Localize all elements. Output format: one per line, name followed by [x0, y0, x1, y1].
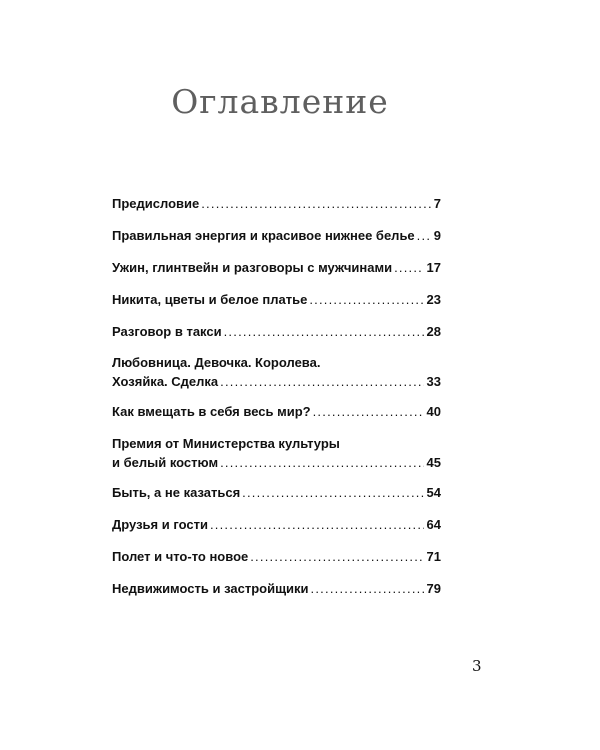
dot-leader — [224, 322, 424, 341]
dot-leader — [309, 290, 423, 309]
dot-leader — [201, 194, 431, 213]
toc-entry — [112, 290, 441, 309]
toc-entry-page: 17 — [426, 260, 441, 275]
toc-entry-title-continued: Хозяйка. Сделка — [112, 374, 219, 389]
toc-entry-page: 40 — [426, 404, 441, 419]
toc-entry-page: 54 — [426, 485, 441, 500]
toc-entry-title: Полет и что-то новое — [112, 549, 249, 564]
dot-leader — [250, 547, 423, 566]
toc-entry-title: Любовница. Девочка. Королева. — [112, 355, 321, 370]
toc-entry — [112, 353, 441, 391]
dot-leader — [242, 483, 423, 502]
dot-leader — [210, 515, 424, 534]
toc-entry-page: 64 — [426, 517, 441, 532]
page-number: 3 — [472, 657, 482, 675]
dot-leader — [220, 372, 423, 391]
toc-entry — [112, 579, 441, 598]
dot-leader — [394, 258, 423, 277]
toc-entry — [112, 258, 441, 277]
dot-leader — [220, 453, 423, 472]
toc-entry-title: Никита, цветы и белое платье — [112, 292, 308, 307]
toc-entry-page: 45 — [426, 455, 441, 470]
toc-entry-page: 28 — [426, 324, 441, 339]
toc-entry-page: 33 — [426, 374, 441, 389]
toc-entry-title: Друзья и гости — [112, 517, 208, 532]
toc-entry-title: Как вмещать в себя весь мир? — [112, 404, 311, 419]
toc-entry-title: Недвижимость и застройщики — [112, 581, 309, 596]
toc-entry-title: Быть, а не казаться — [112, 485, 241, 500]
toc-entry-title: Разговор в такси — [112, 324, 222, 339]
dot-leader — [417, 226, 431, 245]
toc-entry — [112, 322, 441, 341]
toc-entry — [112, 515, 441, 534]
page-title: Оглавление — [171, 82, 389, 121]
toc-entry — [112, 194, 441, 213]
toc-entry-page: 7 — [433, 196, 441, 211]
dot-leader — [311, 579, 424, 598]
toc-entry-page: 79 — [426, 581, 441, 596]
toc-entry-page: 71 — [426, 549, 441, 564]
toc-entry — [112, 547, 441, 566]
toc-entry-title: Премия от Министерства культуры — [112, 436, 340, 451]
toc-entry — [112, 483, 441, 502]
toc-entry-title: Ужин, глинтвейн и разговоры с мужчинами — [112, 260, 393, 275]
dot-leader — [313, 402, 424, 421]
toc-entry-title-continued: и белый костюм — [112, 455, 219, 470]
toc-entry-title: Предисловие — [112, 196, 200, 211]
toc-entry — [112, 402, 441, 421]
toc-entry — [112, 226, 441, 245]
toc-entry — [112, 434, 441, 472]
toc-entry-page: 9 — [433, 228, 441, 243]
toc-entry-page: 23 — [426, 292, 441, 307]
toc-entry-title: Правильная энергия и красивое нижнее белье — [112, 228, 415, 243]
